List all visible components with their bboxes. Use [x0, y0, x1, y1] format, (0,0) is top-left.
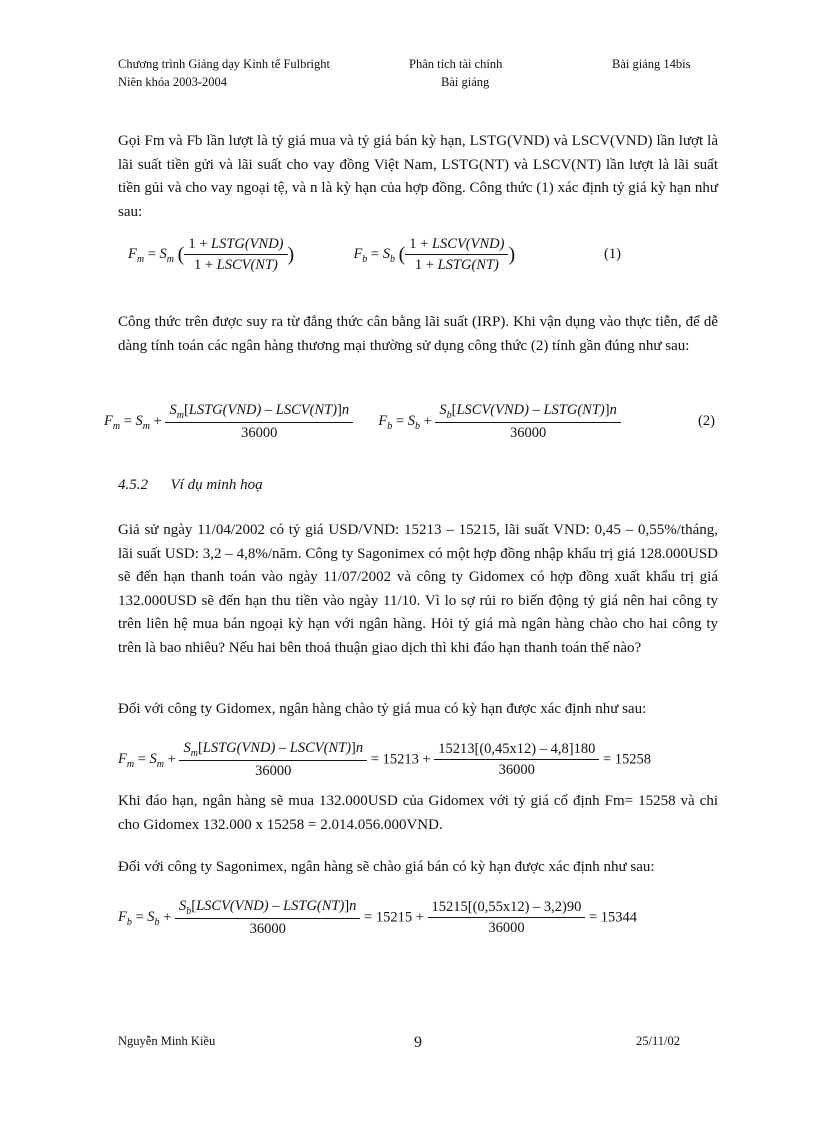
- footer-date: 25/11/02: [636, 1034, 680, 1048]
- equation-2: $F_m = S_m$ + $\frac{S_m[LSTG(VND) - LSCV(NT)]n}{36000}$ $F_b = S_b$ + $\frac{S_b[LSCV(VND) - LSTG(NT)]n}{36000}$: [104, 402, 621, 442]
- paragraph-definitions: Gọi Fm và Fb lần lượt là tỷ giá mua và tỷ giá bán kỳ hạn, LSTG(VND) và LSCV(VND) lần lượt là lãi suất tiền gửi và lãi suất cho vay đồng Việt Nam, LSTG(NT) và LSCV(NT) lần lượt là lãi suất tiền gủi và cho vay ngoại tệ, và n là kỳ hạn của hợp đồng. Công thức (1) xác định tỷ giá kỳ hạn như sau:: [118, 133, 718, 220]
- equation-2-label: (2): [698, 413, 715, 429]
- header-lecture: Bài giảng 14bis: [612, 57, 691, 71]
- equation-gidomex: $F_m = S_m$ + $\frac{S_m[LSTG(VND) - LSCV(NT)]n}{36000}$ = 15213 + $\frac{15213[(0,45x12) - 4,8]180}{36000}$ = 15258: [118, 740, 652, 779]
- header-type: Bài giảng: [441, 75, 490, 89]
- equation-sagonimex: $F_b = S_b$ + $\frac{S_b[LSCV(VND) - LSTG(NT)]n}{36000}$ = 15215 + $\frac{15215[(0,55x12) - 3,2)90}{36000}$ = 15344: [118, 898, 638, 937]
- paragraph-sagonimex: Đối với công ty Sagonimex, ngân hàng sẽ chào giá bán có kỳ hạn được xác định như sau:: [118, 859, 655, 875]
- section-heading: 4.5.2 Ví dụ minh hoạ: [118, 477, 263, 493]
- header-year: Niên khóa 2003-2004: [118, 75, 228, 89]
- paragraph-settlement: Khi đáo hạn, ngân hàng sẽ mua 132.000USD của Gidomex với tỷ giá cố định Fm= 15258 và chi cho Gidomex 132.000 x 15258 = 2.014.056.000VND.: [118, 793, 718, 833]
- paragraph-irp: Công thức trên được suy ra từ đẳng thức cân bằng lãi suất (IRP). Khi vận dụng vào thực tiễn, để dễ dàng tính toán các ngân hàng thương mại thường sử dụng công thức (2) tính gần đúng như sau:: [118, 314, 718, 354]
- footer-author: Nguyễn Minh Kiều: [118, 1034, 216, 1048]
- header-course: Chương trình Giảng dạy Kinh tế Fulbright: [118, 57, 330, 71]
- header-subject: Phân tích tài chính: [409, 57, 503, 71]
- equation-1: $F_m = S_m$ ( $\frac{\text{1 + LSTG(VND)}}{\text{1 + LSCV(NT)}}$ ) $F_b = S_b$ ( $\frac{\text{1 + LSCV(VND)}}{\text{1 + LSTG(NT)}}$ ): [128, 236, 516, 273]
- equation-1-label: (1): [604, 246, 621, 262]
- footer-page-number: 9: [414, 1034, 422, 1051]
- paragraph-gidomex: Đối với công ty Gidomex, ngân hàng chào tỷ giá mua có kỳ hạn được xác định như sau:: [118, 701, 647, 717]
- paragraph-example: Giả sử ngày 11/04/2002 có tỷ giá USD/VND: 15213 – 15215, lãi suất VND: 0,45 – 0,55%/tháng, lãi suất USD: 3,2 – 4,8%/năm. Công ty Sagonimex có một hợp đồng nhập khẩu trị giá 128.000USD sẽ đến hạn thanh toán vào ngày 11/07/2002 và công ty Gidomex có hợp đồng xuất khẩu trị giá 132.000USD sẽ đến hạn thu tiền vào ngày 11/10. Vì lo sợ rủi ro biến động tỷ giá nên hai công ty trên liên hệ mua bán ngoại kỳ hạn với ngân hàng. Hỏi tỷ giá mà ngân hàng chào cho hai công ty trên là bao nhiêu? Nếu hai bên thoả thuận giao dịch thì khi đáo hạn thanh toán thế nào?: [118, 522, 718, 656]
